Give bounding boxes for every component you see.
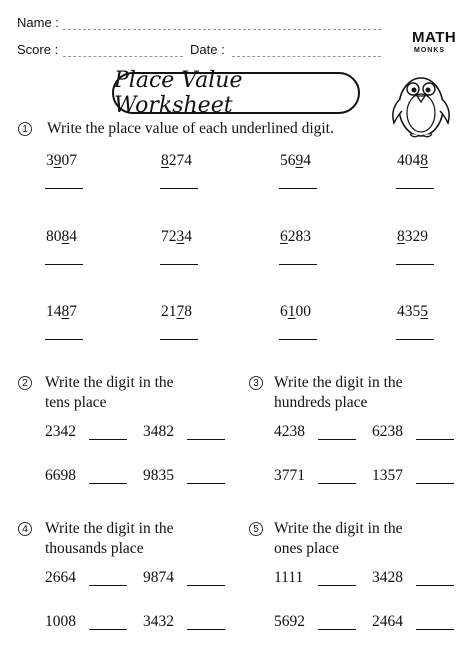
place-value-number: 6283 [280, 228, 311, 245]
answer-blank[interactable] [45, 339, 83, 340]
answer-blank[interactable] [396, 264, 434, 265]
section5-prompt-line1: Write the digit in the [274, 520, 403, 537]
answer-blank[interactable] [318, 439, 356, 440]
question-number-2: 2 [18, 376, 32, 390]
answer-blank[interactable] [45, 264, 83, 265]
digit-question-number: 5692 [274, 613, 305, 630]
score-label: Score : [17, 42, 59, 57]
answer-blank[interactable] [279, 188, 317, 189]
section4-prompt-line2: thousands place [45, 540, 144, 557]
digit-question-number: 2664 [45, 569, 76, 586]
answer-blank[interactable] [318, 629, 356, 630]
underlined-digit: 7 [176, 303, 185, 320]
place-value-number: 2178 [161, 303, 192, 320]
digit-question-number: 6698 [45, 467, 76, 484]
section2-prompt-line1: Write the digit in the [45, 374, 174, 391]
section4-prompt-line1: Write the digit in the [45, 520, 174, 537]
question-number-4: 4 [18, 522, 32, 536]
answer-blank[interactable] [318, 585, 356, 586]
answer-blank[interactable] [187, 629, 225, 630]
score-field[interactable] [63, 56, 183, 57]
answer-blank[interactable] [187, 483, 225, 484]
digit-question-number: 6238 [372, 423, 403, 440]
answer-blank[interactable] [396, 339, 434, 340]
place-value-number: 4048 [397, 152, 428, 169]
question-number-1: 1 [18, 122, 32, 136]
section3-prompt-line2: hundreds place [274, 394, 368, 411]
digit-question-number: 9835 [143, 467, 174, 484]
answer-blank[interactable] [416, 585, 454, 586]
place-value-number: 1487 [46, 303, 77, 320]
answer-blank[interactable] [45, 188, 83, 189]
digit-question-number: 1111 [274, 569, 304, 586]
digit-question-number: 3771 [274, 467, 305, 484]
underlined-digit: 8 [397, 228, 405, 245]
underlined-digit: 8 [61, 303, 70, 320]
answer-blank[interactable] [89, 585, 127, 586]
underlined-digit: 3 [176, 228, 185, 245]
answer-blank[interactable] [396, 188, 434, 189]
underlined-digit: 5 [420, 303, 428, 320]
underlined-digit: 8 [420, 152, 428, 169]
digit-question-number: 4238 [274, 423, 305, 440]
digit-question-number: 2464 [372, 613, 403, 630]
answer-blank[interactable] [187, 439, 225, 440]
section5-prompt-line2: ones place [274, 540, 339, 557]
section2-prompt-line2: tens place [45, 394, 107, 411]
place-value-number: 6100 [280, 303, 311, 320]
underlined-digit: 9 [295, 152, 304, 169]
digit-question-number: 3428 [372, 569, 403, 586]
name-field[interactable] [63, 29, 381, 30]
digit-question-number: 1357 [372, 467, 403, 484]
answer-blank[interactable] [160, 339, 198, 340]
penguin-mascot-icon [388, 63, 454, 141]
digit-question-number: 3432 [143, 613, 174, 630]
place-value-number: 5694 [280, 152, 311, 169]
place-value-number: 8329 [397, 228, 428, 245]
answer-blank[interactable] [318, 483, 356, 484]
answer-blank[interactable] [279, 339, 317, 340]
place-value-number: 3907 [46, 152, 77, 169]
place-value-number: 8274 [161, 152, 192, 169]
digit-question-number: 3482 [143, 423, 174, 440]
place-value-number: 8084 [46, 228, 77, 245]
date-field[interactable] [232, 56, 381, 57]
date-label: Date : [190, 42, 225, 57]
name-label: Name : [17, 15, 59, 30]
answer-blank[interactable] [416, 439, 454, 440]
logo-text: MATH [412, 29, 457, 46]
worksheet-title: Place Value Worksheet [112, 72, 360, 114]
answer-blank[interactable] [416, 483, 454, 484]
answer-blank[interactable] [187, 585, 225, 586]
digit-question-number: 9874 [143, 569, 174, 586]
place-value-number: 4355 [397, 303, 428, 320]
question-number-5: 5 [249, 522, 263, 536]
underlined-digit: 6 [280, 228, 288, 245]
answer-blank[interactable] [89, 439, 127, 440]
underlined-digit: 8 [61, 228, 70, 245]
section3-prompt-line1: Write the digit in the [274, 374, 403, 391]
answer-blank[interactable] [89, 629, 127, 630]
answer-blank[interactable] [279, 264, 317, 265]
answer-blank[interactable] [160, 188, 198, 189]
section1-prompt: Write the place value of each underlined digit. [47, 120, 334, 137]
question-number-3: 3 [249, 376, 263, 390]
digit-question-number: 2342 [45, 423, 76, 440]
answer-blank[interactable] [160, 264, 198, 265]
underlined-digit: 9 [53, 152, 62, 169]
logo-subtext: MONKS [414, 47, 446, 54]
answer-blank[interactable] [416, 629, 454, 630]
answer-blank[interactable] [89, 483, 127, 484]
digit-question-number: 1008 [45, 613, 76, 630]
underlined-digit: 1 [287, 303, 296, 320]
underlined-digit: 8 [161, 152, 169, 169]
place-value-number: 7234 [161, 228, 192, 245]
